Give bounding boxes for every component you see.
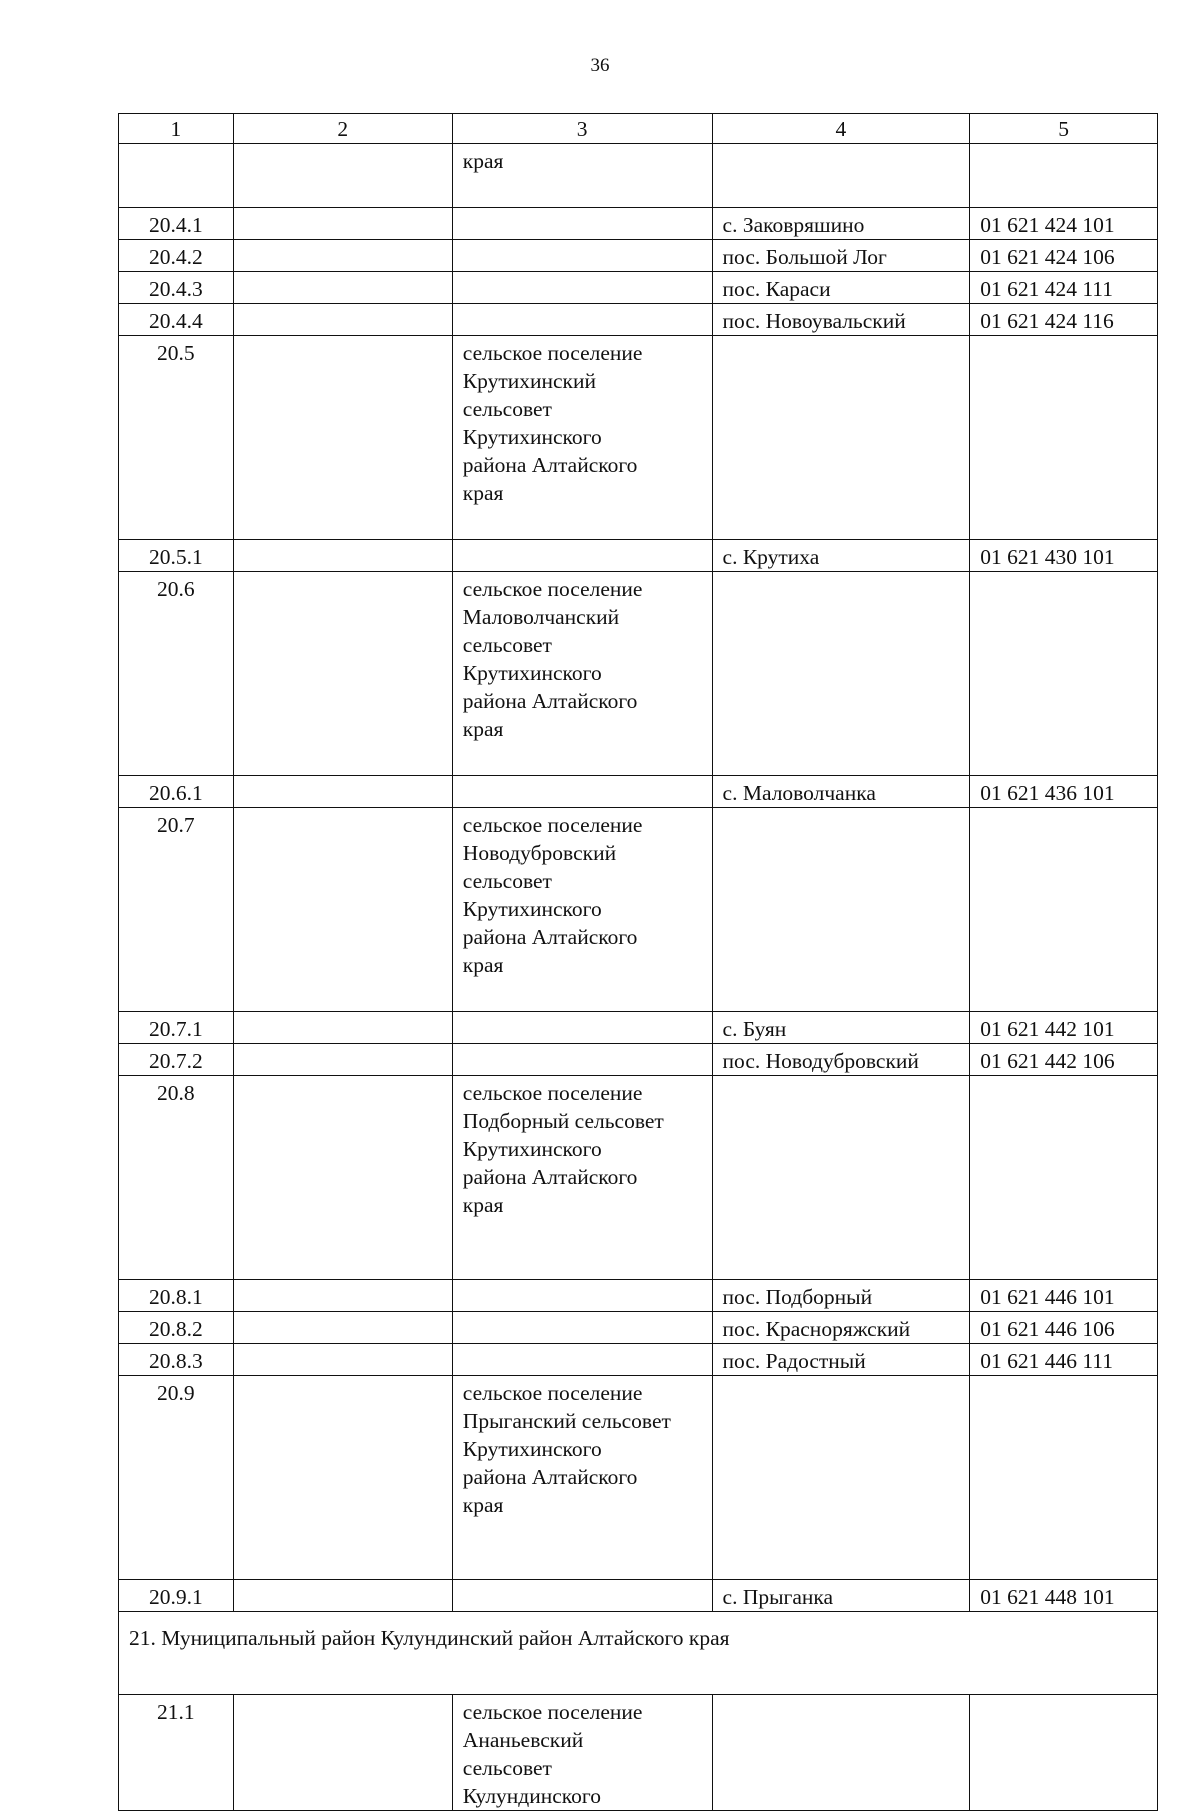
row-col-2 xyxy=(233,572,452,776)
row-municipality xyxy=(452,808,712,1012)
column-header-2: 2 xyxy=(233,114,452,144)
row-settlement xyxy=(712,1376,970,1580)
row-settlement: пос. Подборный xyxy=(712,1280,970,1312)
table-row xyxy=(119,1695,1158,1811)
row-municipality xyxy=(452,336,712,540)
row-code: 20.5.1 xyxy=(119,540,234,572)
row-code: 20.8.3 xyxy=(119,1344,234,1376)
row-code: 20.7 xyxy=(119,808,234,1012)
row-col-2 xyxy=(233,1580,452,1612)
row-code: 20.9.1 xyxy=(119,1580,234,1612)
row-code: 20.8.2 xyxy=(119,1312,234,1344)
row-oktmo-code: 01 621 424 106 xyxy=(970,240,1158,272)
row-settlement: пос. Красноряжский xyxy=(712,1312,970,1344)
row-oktmo-code xyxy=(970,336,1158,540)
row-municipality xyxy=(452,272,712,304)
row-settlement xyxy=(712,572,970,776)
row-oktmo-code: 01 621 446 101 xyxy=(970,1280,1158,1312)
row-municipality xyxy=(452,240,712,272)
row-col-2 xyxy=(233,1044,452,1076)
row-settlement: пос. Радостный xyxy=(712,1344,970,1376)
row-col-2 xyxy=(233,1376,452,1580)
row-municipality xyxy=(452,1344,712,1376)
row-municipality xyxy=(452,1280,712,1312)
registry-table xyxy=(118,113,1158,1811)
row-municipality xyxy=(452,304,712,336)
row-col-2 xyxy=(233,808,452,1012)
table-row xyxy=(119,304,1158,336)
row-municipality xyxy=(452,208,712,240)
table-row xyxy=(119,336,1158,540)
row-col-2 xyxy=(233,1344,452,1376)
row-col-2 xyxy=(233,1695,452,1811)
section-heading: 21. Муниципальный район Кулундинский район Алтайского края xyxy=(119,1612,1158,1695)
row-code: 20.4.1 xyxy=(119,208,234,240)
row-col-2 xyxy=(233,1012,452,1044)
row-settlement: с. Крутиха xyxy=(712,540,970,572)
row-oktmo-code xyxy=(970,144,1158,208)
table-row xyxy=(119,1344,1158,1376)
row-oktmo-code xyxy=(970,1376,1158,1580)
row-oktmo-code: 01 621 424 116 xyxy=(970,304,1158,336)
row-municipality-text: сельское поселение Маловолчанский сельсовет Крутихинского района Алтайского края xyxy=(462,577,643,741)
row-code: 20.7.2 xyxy=(119,1044,234,1076)
row-municipality-text: сельское поселение Крутихинский сельсовет Крутихинского района Алтайского края xyxy=(462,341,643,505)
table-row xyxy=(119,1280,1158,1312)
section-heading-row xyxy=(119,1612,1158,1695)
row-settlement: пос. Караси xyxy=(712,272,970,304)
row-municipality xyxy=(452,1580,712,1612)
row-col-2 xyxy=(233,1076,452,1280)
row-settlement xyxy=(712,144,970,208)
row-settlement: с. Буян xyxy=(712,1012,970,1044)
row-col-2 xyxy=(233,304,452,336)
table-body xyxy=(119,144,1158,1811)
row-municipality xyxy=(452,776,712,808)
row-code: 20.8.1 xyxy=(119,1280,234,1312)
row-oktmo-code xyxy=(970,1695,1158,1811)
row-settlement: с. Маловолчанка xyxy=(712,776,970,808)
row-code: 20.4.4 xyxy=(119,304,234,336)
row-code: 20.6 xyxy=(119,572,234,776)
row-code: 20.4.3 xyxy=(119,272,234,304)
row-municipality xyxy=(452,1044,712,1076)
page-number: 36 xyxy=(590,55,610,76)
row-municipality xyxy=(452,572,712,776)
row-code: 21.1 xyxy=(119,1695,234,1811)
table-row xyxy=(119,1076,1158,1280)
table-row xyxy=(119,572,1158,776)
row-municipality xyxy=(452,144,712,208)
column-header-4: 4 xyxy=(712,114,970,144)
row-municipality xyxy=(452,1012,712,1044)
row-oktmo-code: 01 621 442 106 xyxy=(970,1044,1158,1076)
row-settlement xyxy=(712,808,970,1012)
row-municipality xyxy=(452,1695,712,1811)
row-municipality-text: сельское поселение Новодубровский сельсовет Крутихинского района Алтайского края xyxy=(462,813,643,977)
row-settlement: с. Прыганка xyxy=(712,1580,970,1612)
row-code: 20.4.2 xyxy=(119,240,234,272)
table-row xyxy=(119,208,1158,240)
header-row xyxy=(119,114,1158,144)
row-oktmo-code: 01 621 448 101 xyxy=(970,1580,1158,1612)
row-code: 20.9 xyxy=(119,1376,234,1580)
row-oktmo-code: 01 621 442 101 xyxy=(970,1012,1158,1044)
row-municipality xyxy=(452,1376,712,1580)
row-settlement xyxy=(712,1695,970,1811)
row-settlement: пос. Новодубровский xyxy=(712,1044,970,1076)
table-row xyxy=(119,240,1158,272)
row-settlement xyxy=(712,336,970,540)
row-municipality xyxy=(452,1076,712,1280)
row-oktmo-code: 01 621 436 101 xyxy=(970,776,1158,808)
row-oktmo-code: 01 621 446 106 xyxy=(970,1312,1158,1344)
row-code: 20.7.1 xyxy=(119,1012,234,1044)
column-header-3: 3 xyxy=(452,114,712,144)
row-col-2 xyxy=(233,272,452,304)
table-row xyxy=(119,540,1158,572)
row-oktmo-code: 01 621 424 101 xyxy=(970,208,1158,240)
row-municipality-text: края xyxy=(462,149,504,173)
table-row xyxy=(119,776,1158,808)
row-municipality-text: сельское поселение Прыганский сельсовет Крутихинского района Алтайского края xyxy=(462,1381,671,1517)
table-row xyxy=(119,272,1158,304)
row-col-2 xyxy=(233,144,452,208)
row-col-2 xyxy=(233,208,452,240)
row-code: 20.5 xyxy=(119,336,234,540)
column-header-5: 5 xyxy=(970,114,1158,144)
row-oktmo-code xyxy=(970,808,1158,1012)
row-oktmo-code: 01 621 430 101 xyxy=(970,540,1158,572)
row-settlement: с. Заковряшино xyxy=(712,208,970,240)
row-municipality-text: сельское поселение Подборный сельсовет Крутихинского района Алтайского края xyxy=(462,1081,664,1217)
row-col-2 xyxy=(233,240,452,272)
row-col-2 xyxy=(233,540,452,572)
table-row xyxy=(119,1580,1158,1612)
row-oktmo-code: 01 621 446 111 xyxy=(970,1344,1158,1376)
row-code: 20.6.1 xyxy=(119,776,234,808)
table-row xyxy=(119,1012,1158,1044)
row-code: 20.8 xyxy=(119,1076,234,1280)
row-municipality xyxy=(452,1312,712,1344)
row-col-2 xyxy=(233,336,452,540)
row-oktmo-code xyxy=(970,1076,1158,1280)
table-row xyxy=(119,1044,1158,1076)
row-col-2 xyxy=(233,776,452,808)
row-col-2 xyxy=(233,1312,452,1344)
table-row xyxy=(119,1312,1158,1344)
row-code xyxy=(119,144,234,208)
row-municipality xyxy=(452,540,712,572)
row-settlement xyxy=(712,1076,970,1280)
row-municipality-text: сельское поселение Ананьевский сельсовет Кулундинского xyxy=(462,1700,643,1808)
row-oktmo-code xyxy=(970,572,1158,776)
column-header-1: 1 xyxy=(119,114,234,144)
row-col-2 xyxy=(233,1280,452,1312)
table-row xyxy=(119,1376,1158,1580)
row-oktmo-code: 01 621 424 111 xyxy=(970,272,1158,304)
table-row xyxy=(119,808,1158,1012)
row-settlement: пос. Новоувальский xyxy=(712,304,970,336)
table-row xyxy=(119,144,1158,208)
row-settlement: пос. Большой Лог xyxy=(712,240,970,272)
